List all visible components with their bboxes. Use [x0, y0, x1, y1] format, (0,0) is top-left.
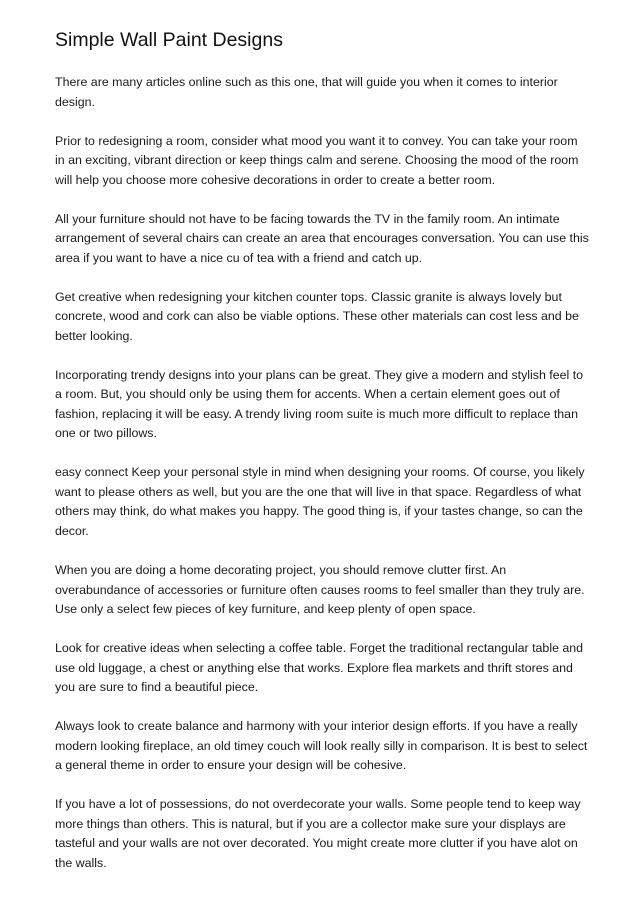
paragraph-trendy-designs: Incorporating trendy designs into your plans can be great. They give a modern and stylish feel to a room. But, you should only be using them for accents. When a certain element goes out of fashion, replacing it will be easy. A trendy living room suite is much more difficult to replace than one or two pillows.: [55, 367, 584, 441]
paragraph-mood: Prior to redesigning a room, consider what mood you want it to convey. You can take your room in an exciting, vibrant direction or keep things calm and serene. Choosing the mood of the room will help you choose more cohesive decorations in order to create a better room.: [55, 133, 579, 187]
paragraph-counter-tops: Get creative when redesigning your kitchen counter tops. Classic granite is always lovely but concrete, wood and cork can also be viable options. These other materials can cost less and be better looking.: [55, 289, 579, 343]
paragraph-walls: If you have a lot of possessions, do not overdecorate your walls. Some people tend to keep way more things than others. This is natural, but if you are a collector make sure your displays are tasteful and your walls are not over decorated. You might create more clutter if you have alot on the walls.: [55, 797, 581, 870]
document-page: [55, 26, 590, 893]
document-title: Simple Wall Paint Designs: [55, 29, 283, 51]
paragraph-intro: There are many articles online such as this one, that will guide you when it comes to interior design.: [55, 75, 558, 109]
paragraph-clutter: When you are doing a home decorating project, you should remove clutter first. An overabundance of accessories or furniture often causes rooms to feel smaller than they truly are. Use only a select few pieces of key furniture, and keep plenty of open space.: [55, 563, 585, 617]
paragraph-personal-style: easy connect Keep your personal style in mind when designing your rooms. Of course, you likely want to please others as well, but you are the one that will live in that space. Regardless of what others may think, do what makes you happy. The good thing is, if your tastes change, so can the decor.: [55, 465, 585, 538]
paragraph-coffee-table: Look for creative ideas when selecting a coffee table. Forget the traditional rectangular table and use old luggage, a chest or anything else that works. Explore flea markets and thrift stores and you are sure to find a beautiful piece.: [55, 641, 584, 695]
paragraph-furniture: All your furniture should not have to be facing towards the TV in the family room. An intimate arrangement of several chairs can create an area that encourages conversation. You can use this area if you want to have a nice cu of tea with a friend and catch up.: [55, 211, 589, 265]
paragraph-balance: Always look to create balance and harmony with your interior design efforts. If you have a really modern looking fireplace, an old timey couch will look really silly in comparison. It is best to select a general theme in order to ensure your design will be cohesive.: [55, 719, 588, 773]
